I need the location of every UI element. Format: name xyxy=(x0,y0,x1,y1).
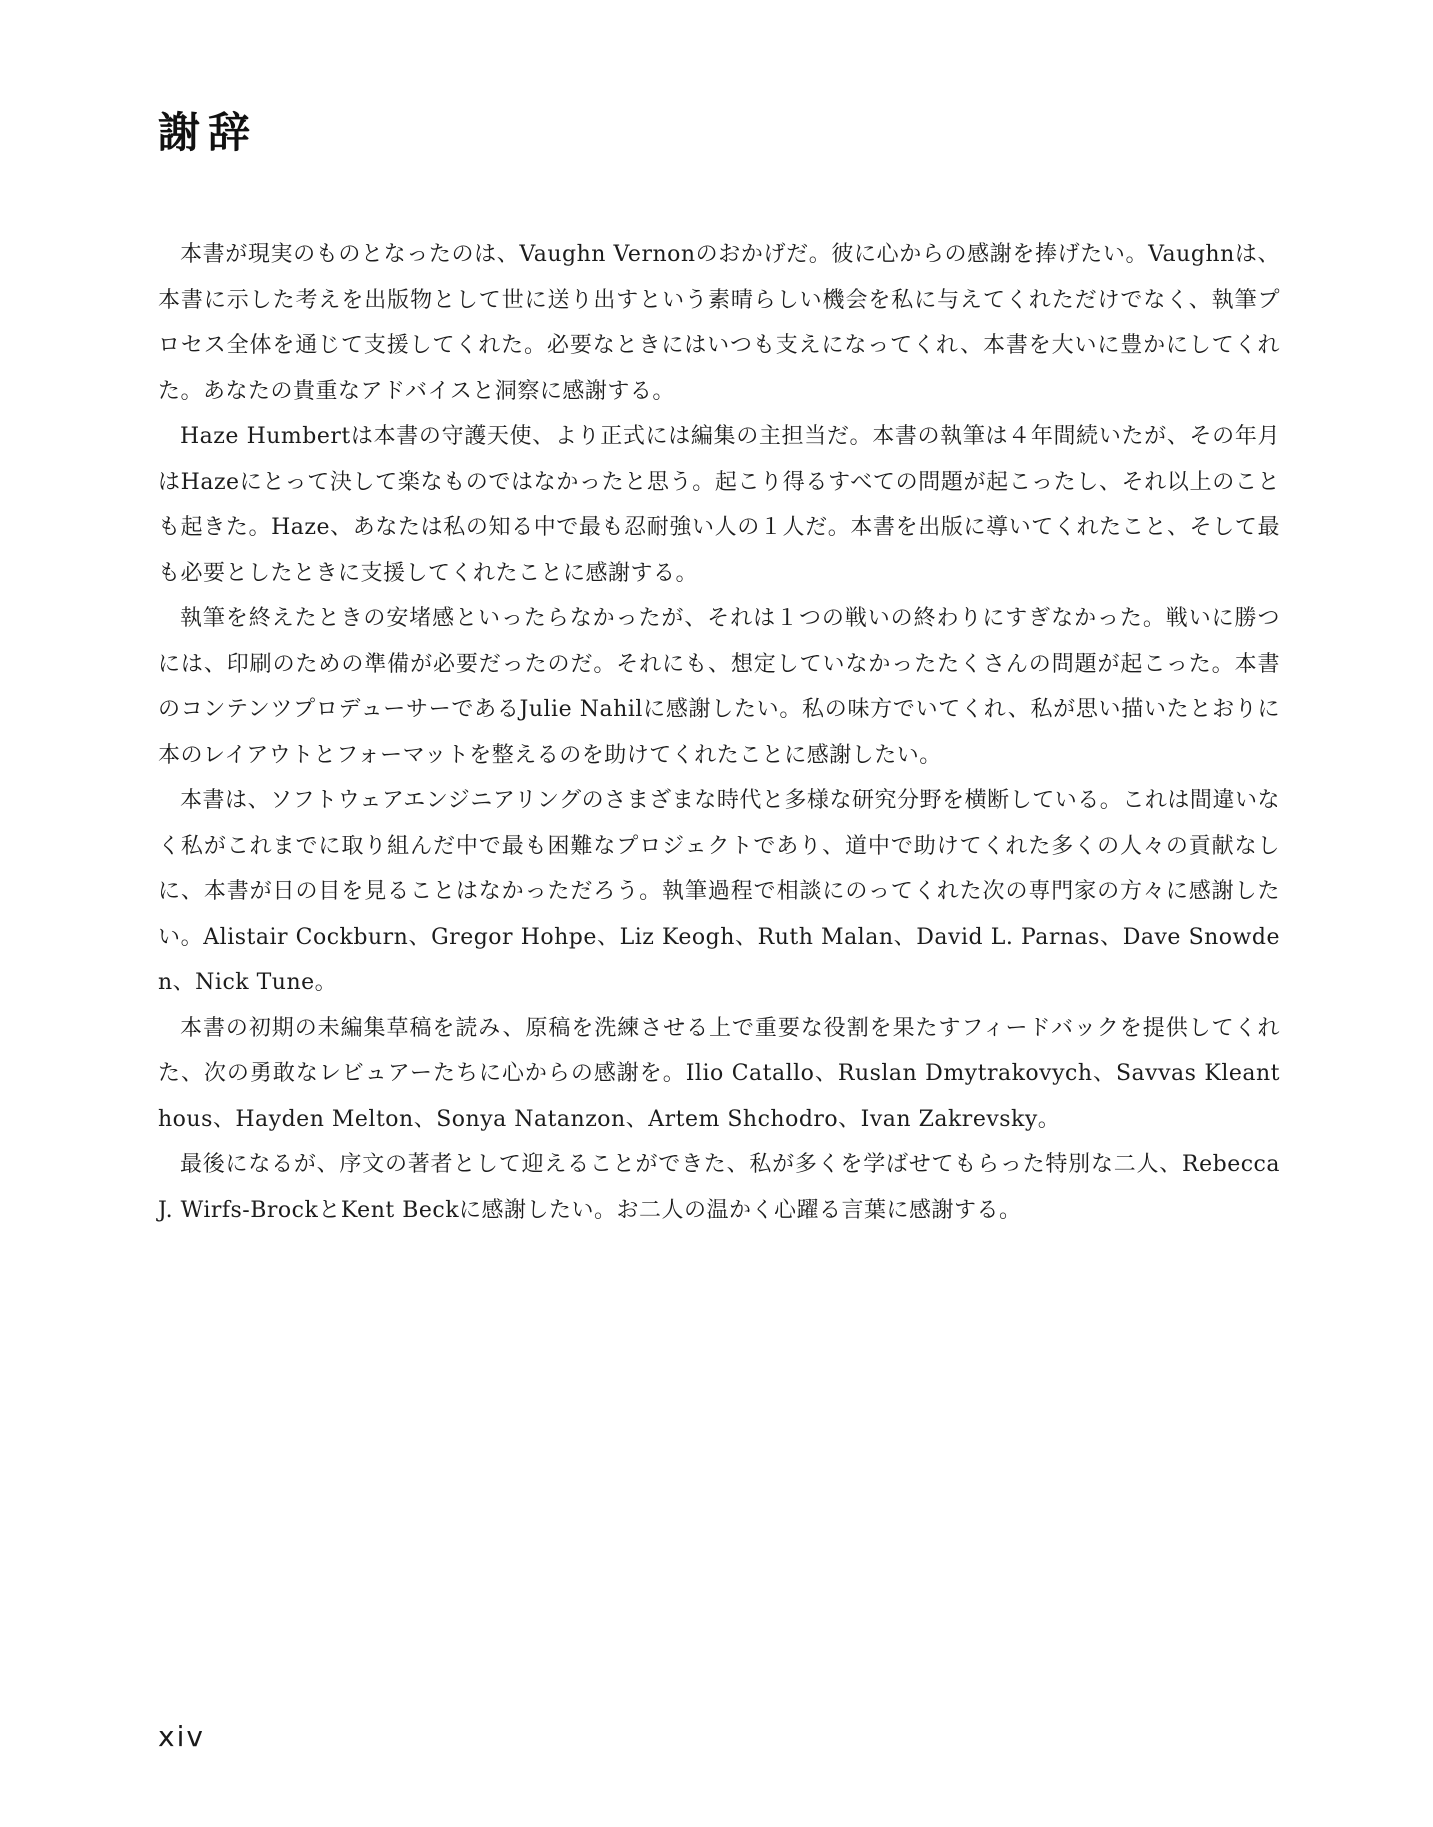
paragraph: 本書は、ソフトウェアエンジニアリングのさまざまな時代と多様な研究分野を横断している。これは間違いなく私がこれまでに取り組んだ中で最も困難なプロジェクトであり、道中で助けてくれた多くの人々の貢献なしに、本書が日の目を見ることはなかっただろう。執筆過程で相談にのってくれた次の専門家の方々に感謝したい。Alistair Cockburn、Gregor Hohpe、Liz Keogh、Ruth Malan、David L. Parnas、Dave Snowden、Nick Tune。 xyxy=(158,788,1280,995)
acknowledgments-body xyxy=(158,232,1280,1233)
paragraph: 最後になるが、序文の著者として迎えることができた、私が多くを学ばせてもらった特別な二人、Rebecca J. Wirfs-BrockとKent Beckに感謝したい。お二人の温かく心躍る言葉に感謝する。 xyxy=(158,1152,1280,1223)
paragraph: 本書の初期の未編集草稿を読み、原稿を洗練させる上で重要な役割を果たすフィードバックを提供してくれた、次の勇敢なレビュアーたちに心からの感謝を。Ilio Catallo、Ruslan Dmytrakovych、Savvas Kleanthous、Hayden Melton、Sonya Natanzon、Artem Shchodro、Ivan Zakrevsky。 xyxy=(158,1015,1280,1132)
paragraph: 本書が現実のものとなったのは、Vaughn Vernonのおかげだ。彼に心からの感謝を捧げたい。Vaughnは、本書に示した考えを出版物として世に送り出すという素晴らしい機会を私に与えてくれただけでなく、執筆プロセス全体を通じて支援してくれた。必要なときにはいつも支えになってくれ、本書を大いに豊かにしてくれた。あなたの貴重なアドバイスと洞察に感謝する。 xyxy=(158,242,1280,404)
paragraph: Haze Humbertは本書の守護天使、より正式には編集の主担当だ。本書の執筆は４年間続いたが、その年月はHazeにとって決して楽なものではなかったと思う。起こり得るすべての問題が起こったし、それ以上のことも起きた。Haze、あなたは私の知る中で最も忍耐強い人の１人だ。本書を出版に導いてくれたこと、そして最も必要としたときに支援してくれたことに感謝する。 xyxy=(158,424,1280,586)
paragraph: 執筆を終えたときの安堵感といったらなかったが、それは１つの戦いの終わりにすぎなかった。戦いに勝つには、印刷のための準備が必要だったのだ。それにも、想定していなかったたくさんの問題が起こった。本書のコンテンツプロデューサーであるJulie Nahilに感謝したい。私の味方でいてくれ、私が思い描いたとおりに本のレイアウトとフォーマットを整えるのを助けてくれたことに感謝したい。 xyxy=(158,606,1280,768)
page-title: 謝辞 xyxy=(158,108,259,157)
page-number: xiv xyxy=(158,1720,205,1753)
